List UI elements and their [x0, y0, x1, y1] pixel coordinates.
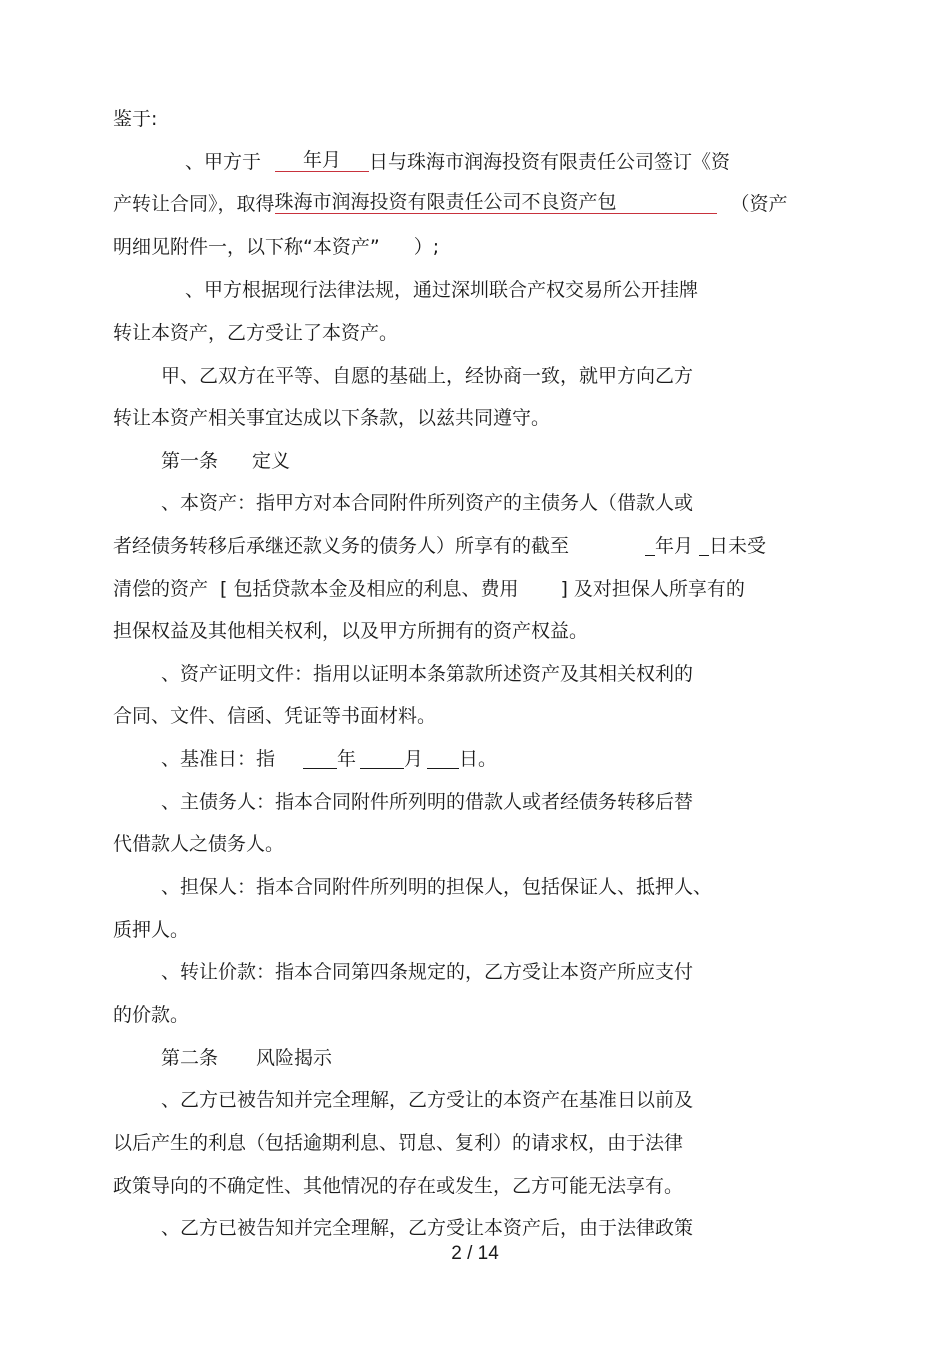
text-line: 、乙方已被告知并完全理解，乙方受让本资产后，由于法律政策: [161, 1217, 694, 1239]
text-segment: 、基准日：指: [161, 748, 276, 770]
text-segment: 年月: [655, 535, 694, 557]
article-title: 定义: [252, 450, 291, 472]
text-line: 、担保人：指本合同附件所列明的担保人，包括保证人、抵押人、: [161, 876, 713, 898]
text-line: 合同、文件、信函、凭证等书面材料。: [113, 705, 437, 727]
text-segment: 日未受: [709, 535, 767, 557]
text-line: [161, 746, 497, 772]
text-line: 的价款。: [113, 1004, 190, 1026]
text-segment: 日。: [459, 748, 498, 770]
article-title: 风险揭示: [256, 1047, 333, 1069]
text-line: 转让本资产，乙方受让了本资产。: [113, 322, 399, 344]
text-line: 、甲方根据现行法律法规，通过深圳联合产权交易所公开挂牌: [185, 279, 699, 301]
text-segment: 者经债务转移后承继还款义务的债务人）所享有的截至: [113, 535, 570, 557]
text-line: [185, 149, 730, 175]
text-line: 以后产生的利息（包括逾期利息、罚息、复利）的请求权，由于法律: [113, 1132, 684, 1154]
article-heading: [161, 1045, 332, 1071]
text-line: 、资产证明文件：指用以证明本条第款所述资产及其相关权利的: [161, 663, 694, 685]
text-line: 、主债务人：指本合同附件所列明的借款人或者经债务转移后替: [161, 791, 694, 813]
text-segment: 年: [337, 748, 357, 770]
text-line: 、乙方已被告知并完全理解，乙方受让的本资产在基准日以前及: [161, 1089, 694, 1111]
text-segment: ] 及对担保人所享有的: [560, 578, 745, 600]
text-line: 政策导向的不确定性、其他情况的存在或发生，乙方可能无法享有。: [113, 1175, 684, 1197]
text-segment: 月: [404, 748, 424, 770]
text-segment: ）;: [413, 236, 440, 258]
text-line: [113, 191, 788, 217]
text-line: [113, 576, 745, 602]
article-number: 第一条: [161, 450, 219, 472]
text-line: 担保权益及其他相关权利，以及甲方所拥有的资产权益。: [113, 620, 589, 642]
article-number: 第二条: [161, 1047, 219, 1069]
page-number: 2 / 14: [451, 1243, 499, 1264]
text-line: 、转让价款：指本合同第四条规定的，乙方受让本资产所应支付: [161, 961, 694, 983]
article-heading: [161, 448, 290, 474]
text-segment: [ 包括贷款本金及相应的利息、费用: [220, 578, 519, 600]
text-segment: 产转让合同》，取得: [113, 193, 275, 215]
text-line: [113, 234, 439, 260]
text-segment: 清偿的资产: [113, 578, 209, 600]
text-segment: 明细见附件一，以下称“本资产”: [113, 236, 380, 258]
text-segment: （资产: [730, 193, 788, 215]
text-line: 质押人。: [113, 919, 190, 941]
text-line: 甲、乙双方在平等、自愿的基础上，经协商一致，就甲方向乙方: [161, 365, 694, 387]
text-line: [113, 533, 766, 559]
text-line: 、本资产：指甲方对本合同附件所列资产的主债务人（借款人或: [161, 492, 694, 514]
date-blank: 年月: [275, 149, 369, 172]
asset-package-name: 珠海市润海投资有限责任公司不良资产包: [275, 191, 717, 214]
text-line: 代借款人之债务人。: [113, 833, 285, 855]
text-segment: 、甲方于: [185, 151, 262, 173]
text-line: 转让本资产相关事宜达成以下条款，以兹共同遵守。: [113, 407, 551, 429]
text-line: 鉴于:: [113, 108, 158, 130]
text-segment: 日与珠海市润海投资有限责任公司签订《资: [369, 151, 731, 173]
